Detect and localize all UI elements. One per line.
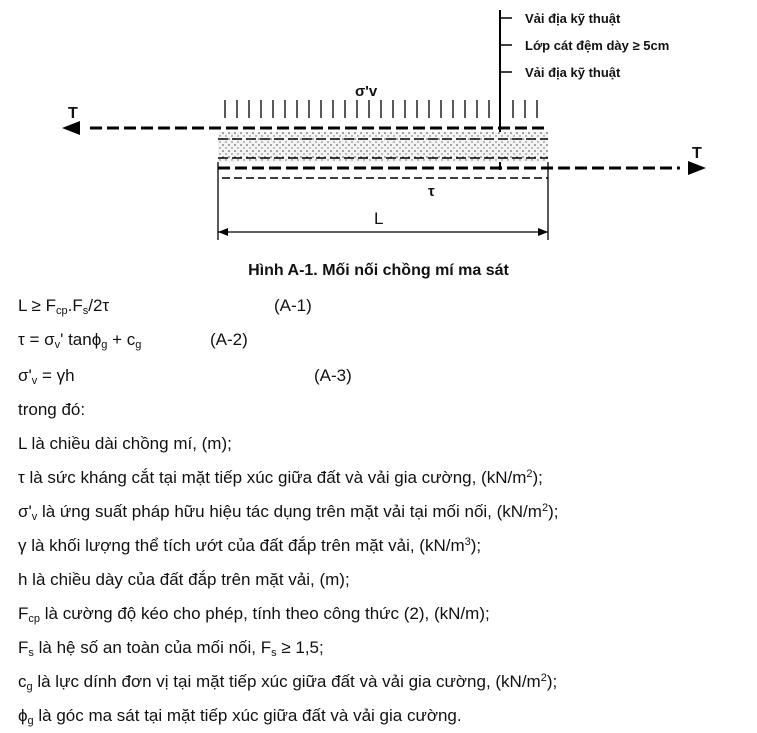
lap-joint-figure bbox=[0, 0, 757, 250]
legend-bottom-geotextile: Vải địa kỹ thuật bbox=[525, 65, 621, 80]
legend-sand-layer: Lớp cát đệm dày ≥ 5cm bbox=[525, 38, 670, 53]
where-label: trong đó: bbox=[18, 400, 86, 419]
equation-a2-number: (A-2) bbox=[210, 330, 248, 349]
left-force-arrowhead bbox=[62, 121, 80, 135]
equation-a1-number: (A-1) bbox=[274, 296, 312, 315]
definition-gamma: γ là khối lượng thể tích ướt của đất đắp trên mặt vải, $(kN/m^3)$; bbox=[18, 536, 482, 555]
legend-top-geotextile: Vải địa kỹ thuật bbox=[525, 11, 621, 26]
equation-a2: $\tau = \sigma_v'$ $\tan\phi_g + c_g$ bbox=[18, 330, 142, 351]
left-force-label: T bbox=[68, 105, 78, 122]
equation-a3-number: (A-3) bbox=[314, 366, 352, 385]
right-force-label: T bbox=[692, 145, 702, 162]
definition-h: h là chiều dày của đất đắp trên mặt vải, (m); bbox=[18, 570, 350, 589]
definition-Fcp: $F_{cp}$ là cường độ kéo cho phép, tính theo công thức (2), (kN/m); bbox=[18, 604, 490, 625]
definition-phi: $\phi_g$ là góc ma sát tại mặt tiếp xúc giữa đất và vải gia cường. bbox=[18, 706, 462, 727]
equation-a3: $\sigma'_v = \gamma h$ bbox=[18, 366, 75, 387]
definition-tau: τ là sức kháng cắt tại mặt tiếp xúc giữa đất và vải gia cường, $(kN/m^2)$; bbox=[18, 468, 543, 487]
stress-label: σ'v bbox=[355, 83, 378, 100]
length-label: L bbox=[374, 209, 384, 228]
dim-arrow-left bbox=[218, 228, 228, 236]
dim-arrow-right bbox=[538, 228, 548, 236]
definition-sigma: $\sigma'_v$ là ứng suất pháp hữu hiệu tác dụng trên mặt vải tại mối nối, $(kN/m^2)$; bbox=[18, 502, 559, 523]
definition-cg: $c_g$ là lực dính đơn vị tại mặt tiếp xúc giữa đất và vải gia cường, $(kN/m^2)$; bbox=[18, 672, 558, 693]
figure-caption: Hình A-1. Mối nối chồng mí ma sát bbox=[248, 262, 509, 279]
equation-a1: $L \ge F_{cp}.F_s/2\tau$ bbox=[18, 296, 110, 317]
right-force-arrowhead bbox=[688, 161, 706, 175]
stress-arrows bbox=[225, 100, 537, 118]
definition-L: L là chiều dài chồng mí, (m); bbox=[18, 434, 232, 453]
shear-label: τ bbox=[428, 183, 435, 200]
definition-Fs: $F_s$ là hệ số an toàn của mối nối, $F_s \ge 1,5$; bbox=[18, 638, 324, 659]
